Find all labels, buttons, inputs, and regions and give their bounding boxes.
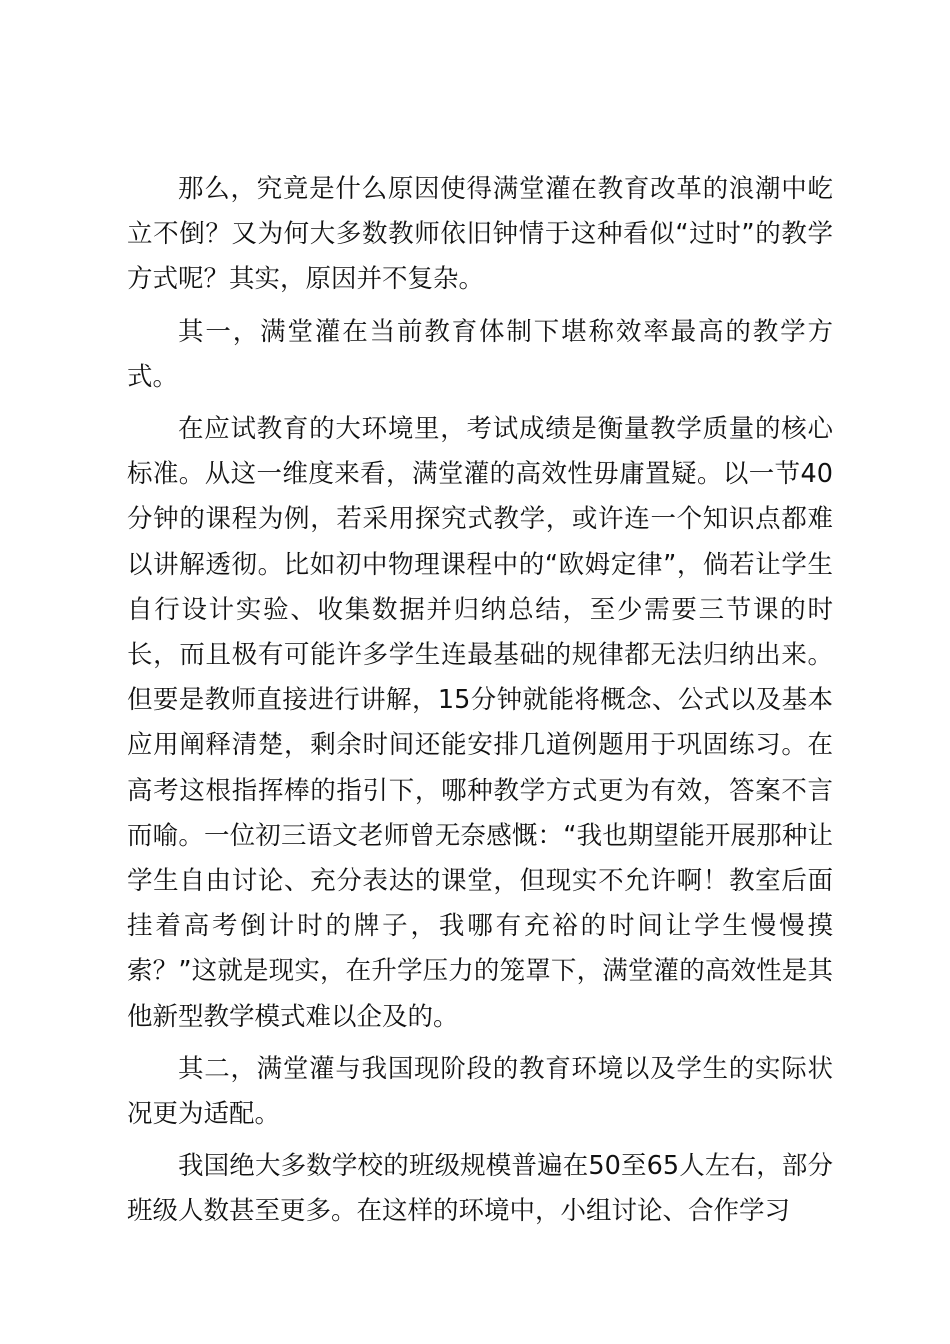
paragraph-reason-two-body: 我国绝大多数学校的班级规模普遍在50至65人左右，部分班级人数甚至更多。在这样的环境中，小组讨论、合作学习 <box>127 1151 833 1227</box>
paragraph-reason-two-heading: 其二，满堂灌与我国现阶段的教育环境以及学生的实际状况更为适配。 <box>127 1053 833 1130</box>
paragraph-intro: 那么，究竟是什么原因使得满堂灌在教育改革的浪潮中屹立不倒？又为何大多数教师依旧钟情于这种看似“过时”的教学方式呢？其实，原因并不复杂。 <box>127 174 833 295</box>
paragraph-reason-one-heading: 其一，满堂灌在当前教育体制下堪称效率最高的教学方式。 <box>127 316 833 392</box>
document-body <box>127 167 833 1235</box>
paragraph-reason-one-body: 在应试教育的大环境里，考试成绩是衡量教学质量的核心标准。从这一维度来看，满堂灌的高效性毋庸置疑。以一节40分钟的课程为例，若采用探究式教学，或许连一个知识点都难以讲解透彻。比如初中物理课程中的“欧姆定律”，倘若让学生自行设计实验、收集数据并归纳总结，至少需要三节课的时长，而且极有可能许多学生连最基础的规律都无法归纳出来。但要是教师直接进行讲解，15分钟就能将概念、公式以及基本应用阐释清楚，剩余时间还能安排几道例题用于巩固练习。在高考这根指挥棒的指引下，哪种教学方式更为有效，答案不言而喻。一位初三语文老师曾无奈感慨：“我也期望能开展那种让学生自由讨论、充分表达的课堂，但现实不允许啊！教室后面挂着高考倒计时的牌子，我哪有充裕的时间让学生慢慢摸索？”这就是现实，在升学压力的笼罩下，满堂灌的高效性是其他新型教学模式难以企及的。 <box>127 414 833 1032</box>
